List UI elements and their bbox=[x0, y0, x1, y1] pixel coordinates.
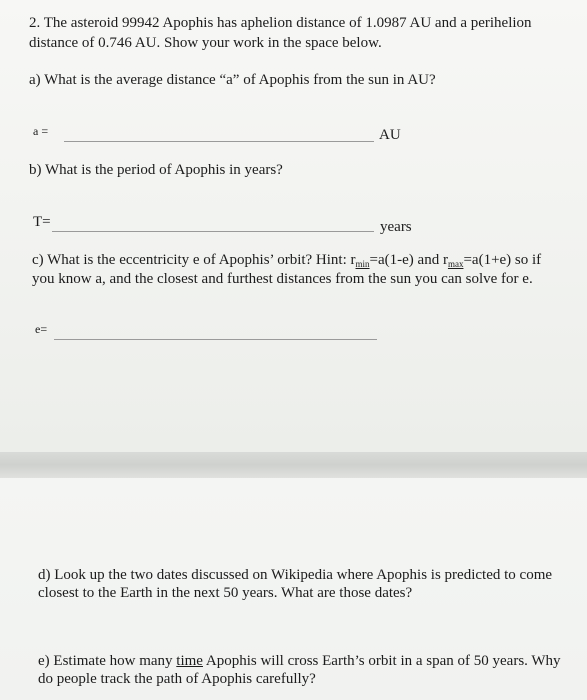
qa-answer-label: a = bbox=[33, 124, 49, 138]
qc-answer-line[interactable] bbox=[54, 339, 377, 340]
qc-line-1-mid: =a(1-e) and r bbox=[369, 252, 448, 268]
qc-answer-label: e= bbox=[35, 322, 48, 336]
q2-line-2: distance of 0.746 AU. Show your work in the space below. bbox=[29, 35, 382, 51]
qd-line-2: closest to the Earth in the next 50 years. What are those dates? bbox=[38, 585, 413, 601]
qe-line-1 bbox=[38, 652, 561, 671]
qc-rmin-sub: min bbox=[355, 259, 370, 269]
qb-unit: years bbox=[380, 219, 412, 235]
qb-answer-label: T= bbox=[33, 214, 51, 230]
qc-line-2: you know a, and the closest and furthest distances from the sun you can solve for e. bbox=[32, 271, 533, 287]
qd-line-1: d) Look up the two dates discussed on Wikipedia where Apophis is predicted to come bbox=[38, 567, 553, 583]
qc-rmax-sub: max bbox=[447, 259, 464, 269]
qa-unit: AU bbox=[379, 127, 401, 143]
qb-answer-line[interactable] bbox=[52, 231, 374, 232]
qa-answer-line[interactable] bbox=[64, 141, 374, 142]
qe-line-1-pre: e) Estimate how many bbox=[38, 653, 177, 669]
qa-question: a) What is the average distance “a” of Apophis from the sun in AU? bbox=[29, 72, 436, 88]
qe-line-2: do people track the path of Apophis carefully? bbox=[38, 671, 316, 687]
qe-line-1-underlined: time bbox=[176, 653, 203, 669]
q2-line-1: 2. The asteroid 99942 Apophis has aphelion distance of 1.0987 AU and a perihelion bbox=[29, 15, 532, 31]
page-break bbox=[0, 452, 587, 478]
qe-line-1-post: Apophis will cross Earth’s orbit in a span of 50 years. Why bbox=[202, 653, 561, 669]
qc-line-1-pre: c) What is the eccentricity e of Apophis’ orbit? Hint: r bbox=[32, 252, 356, 268]
qc-line-1-post: =a(1+e) so if bbox=[463, 252, 542, 268]
qb-question: b) What is the period of Apophis in years? bbox=[29, 162, 283, 178]
